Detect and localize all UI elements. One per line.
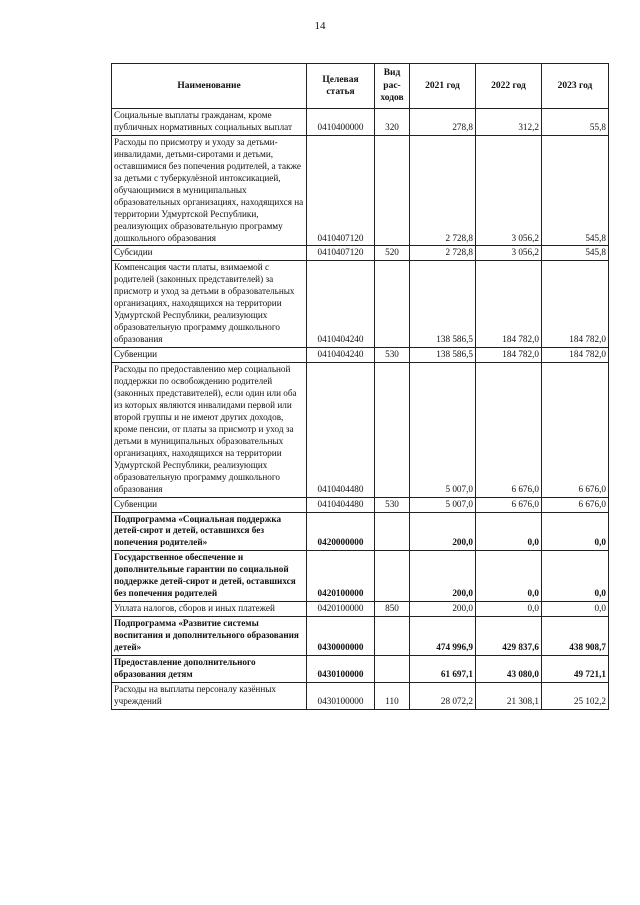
header-expense-type: Вид рас-ходов xyxy=(375,64,410,109)
row-value-2021: 138 586,5 xyxy=(410,261,476,348)
row-value-2023: 6 676,0 xyxy=(542,497,609,512)
row-value-2023: 0,0 xyxy=(542,602,609,617)
table-row xyxy=(112,682,609,709)
row-value-2023: 0,0 xyxy=(542,512,609,551)
row-target-code: 0420100000 xyxy=(307,602,375,617)
table-row xyxy=(112,246,609,261)
row-value-2023: 25 102,2 xyxy=(542,682,609,709)
row-name: Расходы по предоставлению мер социальной поддержки по освобождению родителей (законных представителей), если один или оба из которых являются инвалидами первой или второй группы и не имеют других доходов, кроме пенсии, от платы за присмотр и уход за детьми в муниципальных образовательных организациях, находящихся на территории Удмуртской Республики, реализующих образовательную программу дошкольного образования xyxy=(112,363,307,497)
row-value-2022: 3 056,2 xyxy=(476,246,542,261)
table-row xyxy=(112,109,609,136)
row-name: Субвенции xyxy=(112,497,307,512)
row-value-2023: 438 908,7 xyxy=(542,617,609,656)
table-row xyxy=(112,497,609,512)
row-value-2021: 5 007,0 xyxy=(410,497,476,512)
row-name: Субвенции xyxy=(112,348,307,363)
row-expense-type xyxy=(375,135,410,246)
row-value-2022: 0,0 xyxy=(476,602,542,617)
row-value-2021: 28 072,2 xyxy=(410,682,476,709)
table-row xyxy=(112,551,609,602)
row-value-2021: 2 728,8 xyxy=(410,135,476,246)
row-target-code: 0420100000 xyxy=(307,551,375,602)
table-row xyxy=(112,617,609,656)
header-name: Наименование xyxy=(112,64,307,109)
row-value-2023: 545,8 xyxy=(542,135,609,246)
row-name: Компенсация части платы, взимаемой с родителей (законных представителей) за присмотр и уход за детьми в образовательных организациях, находящихся на территории Удмуртской Республики, реализующих образовательную программу дошкольного образования xyxy=(112,261,307,348)
table-row xyxy=(112,261,609,348)
table-row xyxy=(112,655,609,682)
header-year-2023: 2023 год xyxy=(542,64,609,109)
row-expense-type xyxy=(375,261,410,348)
row-value-2021: 200,0 xyxy=(410,551,476,602)
row-value-2022: 6 676,0 xyxy=(476,497,542,512)
row-name: Подпрограмма «Социальная поддержка детей-сирот и детей, оставшихся без попечения родителей» xyxy=(112,512,307,551)
row-target-code: 0410407120 xyxy=(307,246,375,261)
row-value-2021: 200,0 xyxy=(410,602,476,617)
row-target-code: 0410400000 xyxy=(307,109,375,136)
row-expense-type xyxy=(375,617,410,656)
row-name: Государственное обеспечение и дополнительные гарантии по социальной поддержке детей-сирот и детей, оставшихся без попечения родителей xyxy=(112,551,307,602)
row-name: Расходы по присмотру и уходу за детьми-инвалидами, детьми-сиротами и детьми, оставшимися без попечения родителей, а также за детьми с туберкулёзной интоксикацией, обучающимися в муниципальных образовательных организациях, находящихся на территории Удмуртской Республики, реализующих образовательную программу дошкольного образования xyxy=(112,135,307,246)
table-row xyxy=(112,602,609,617)
header-target-article: Целевая статья xyxy=(307,64,375,109)
row-target-code: 0410404240 xyxy=(307,261,375,348)
row-expense-type xyxy=(375,512,410,551)
row-expense-type: 520 xyxy=(375,246,410,261)
row-target-code: 0410404480 xyxy=(307,363,375,497)
row-expense-type: 530 xyxy=(375,497,410,512)
row-value-2021: 474 996,9 xyxy=(410,617,476,656)
row-name: Уплата налогов, сборов и иных платежей xyxy=(112,602,307,617)
row-expense-type: 320 xyxy=(375,109,410,136)
row-value-2021: 2 728,8 xyxy=(410,246,476,261)
row-value-2021: 61 697,1 xyxy=(410,655,476,682)
row-target-code: 0420000000 xyxy=(307,512,375,551)
row-expense-type: 530 xyxy=(375,348,410,363)
row-value-2023: 0,0 xyxy=(542,551,609,602)
table-header-row xyxy=(112,64,609,109)
row-value-2021: 278,8 xyxy=(410,109,476,136)
row-value-2021: 200,0 xyxy=(410,512,476,551)
row-value-2022: 3 056,2 xyxy=(476,135,542,246)
table-row xyxy=(112,512,609,551)
table-row xyxy=(112,348,609,363)
table-row xyxy=(112,363,609,497)
row-value-2022: 43 080,0 xyxy=(476,655,542,682)
row-expense-type: 110 xyxy=(375,682,410,709)
budget-table xyxy=(111,63,609,710)
row-name: Субсидии xyxy=(112,246,307,261)
row-expense-type xyxy=(375,655,410,682)
page-number: 14 xyxy=(314,20,326,32)
row-target-code: 0430100000 xyxy=(307,682,375,709)
header-year-2022: 2022 год xyxy=(476,64,542,109)
row-value-2022: 429 837,6 xyxy=(476,617,542,656)
row-value-2022: 184 782,0 xyxy=(476,261,542,348)
row-target-code: 0430100000 xyxy=(307,655,375,682)
row-value-2021: 5 007,0 xyxy=(410,363,476,497)
row-value-2023: 49 721,1 xyxy=(542,655,609,682)
row-target-code: 0410407120 xyxy=(307,135,375,246)
row-name: Подпрограмма «Развитие системы воспитания и дополнительного образования детей» xyxy=(112,617,307,656)
row-value-2023: 6 676,0 xyxy=(542,363,609,497)
row-value-2022: 0,0 xyxy=(476,512,542,551)
row-target-code: 0410404240 xyxy=(307,348,375,363)
row-value-2022: 312,2 xyxy=(476,109,542,136)
row-name: Социальные выплаты гражданам, кроме публичных нормативных социальных выплат xyxy=(112,109,307,136)
row-target-code: 0430000000 xyxy=(307,617,375,656)
row-value-2022: 184 782,0 xyxy=(476,348,542,363)
row-value-2023: 55,8 xyxy=(542,109,609,136)
row-expense-type xyxy=(375,363,410,497)
row-value-2023: 545,8 xyxy=(542,246,609,261)
row-name: Предоставление дополнительного образования детям xyxy=(112,655,307,682)
row-value-2022: 21 308,1 xyxy=(476,682,542,709)
row-value-2022: 0,0 xyxy=(476,551,542,602)
row-value-2023: 184 782,0 xyxy=(542,261,609,348)
row-expense-type: 850 xyxy=(375,602,410,617)
table-row xyxy=(112,135,609,246)
table-body xyxy=(112,109,609,710)
row-value-2021: 138 586,5 xyxy=(410,348,476,363)
row-value-2023: 184 782,0 xyxy=(542,348,609,363)
row-value-2022: 6 676,0 xyxy=(476,363,542,497)
row-expense-type xyxy=(375,551,410,602)
row-target-code: 0410404480 xyxy=(307,497,375,512)
header-year-2021: 2021 год xyxy=(410,64,476,109)
row-name: Расходы на выплаты персоналу казённых учреждений xyxy=(112,682,307,709)
